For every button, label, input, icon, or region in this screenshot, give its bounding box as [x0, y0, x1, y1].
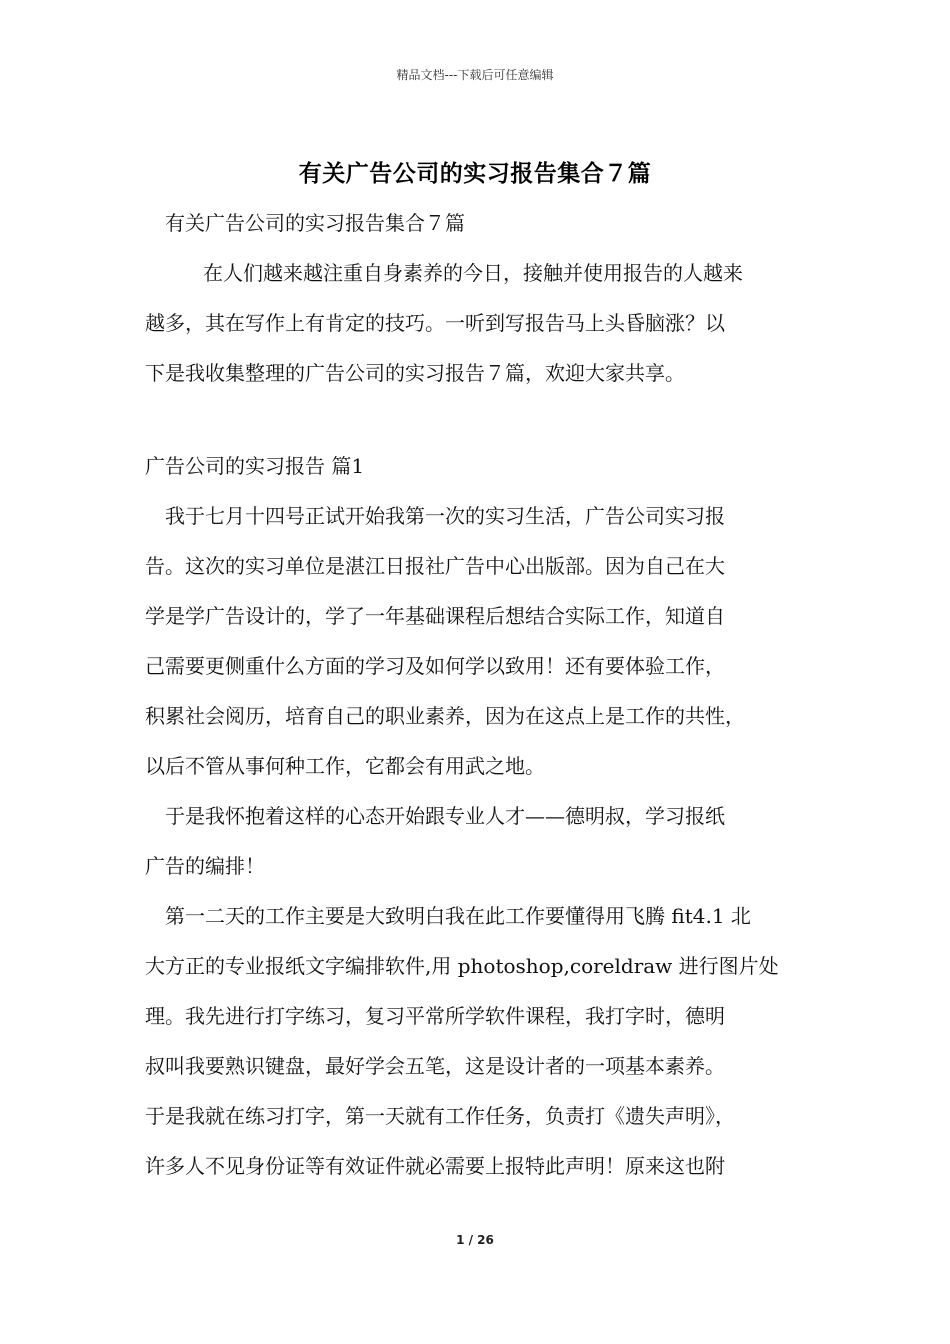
- text-line: 广告的编排！: [145, 854, 265, 878]
- text-line: 己需要更侧重什么方面的学习及如何学以致用！还有要体验工作，: [145, 654, 725, 678]
- page-header: 精品文档---下载后可任意编辑: [396, 68, 554, 82]
- text-line: 许多人不见身份证等有效证件就必需要上报特此声明！原来这也附: [145, 1154, 725, 1178]
- text-line: 大方正的专业报纸文字编排软件,用 photoshop,coreldraw 进行图片处: [145, 954, 779, 978]
- text-line: 积累社会阅历，培育自己的职业素养，因为在这点上是工作的共性，: [145, 704, 745, 728]
- document-title: 有关广告公司的实习报告集合７篇: [298, 161, 652, 187]
- text-line: 越多，其在写作上有肯定的技巧。一听到写报告马上头昏脑涨？以: [145, 311, 725, 335]
- text-line: 学是学广告设计的，学了一年基础课程后想结合实际工作，知道自: [145, 604, 725, 628]
- text-line: 以后不管从事何种工作，它都会有用武之地。: [145, 754, 545, 778]
- text-line: 下是我收集整理的广告公司的实习报告７篇，欢迎大家共享。: [145, 361, 685, 385]
- document-body: [145, 198, 825, 1191]
- intro-paragraph: [145, 248, 825, 398]
- text-line: 第一二天的工作主要是大致明白我在此工作要懂得用飞腾 fit4.1 北: [165, 904, 751, 928]
- subtitle: 有关广告公司的实习报告集合７篇: [165, 211, 465, 235]
- text-line: 告。这次的实习单位是湛江日报社广告中心出版部。因为自己在大: [145, 554, 725, 578]
- text-line: 叔叫我要熟识键盘，最好学会五笔，这是设计者的一项基本素养。: [145, 1054, 725, 1078]
- text-line: 于是我就在练习打字，第一天就有工作任务，负责打《遗失声明》，: [145, 1104, 735, 1128]
- text-line: 在人们越来越注重自身素养的今日，接触并使用报告的人越来: [203, 261, 743, 285]
- text-line: 理。我先进行打字练习，复习平常所学软件课程，我打字时，德明: [145, 1004, 725, 1028]
- section-heading: 广告公司的实习报告 篇1: [145, 454, 365, 478]
- paragraph-3: [145, 891, 825, 1191]
- text-line: 于是我怀抱着这样的心态开始跟专业人才——德明叔，学习报纸: [165, 804, 725, 828]
- text-line: 我于七月十四号正试开始我第一次的实习生活，广告公司实习报: [165, 504, 725, 528]
- paragraph-2: [145, 791, 825, 891]
- page-number: 1 / 26: [456, 1233, 494, 1247]
- paragraph-1: [145, 491, 825, 791]
